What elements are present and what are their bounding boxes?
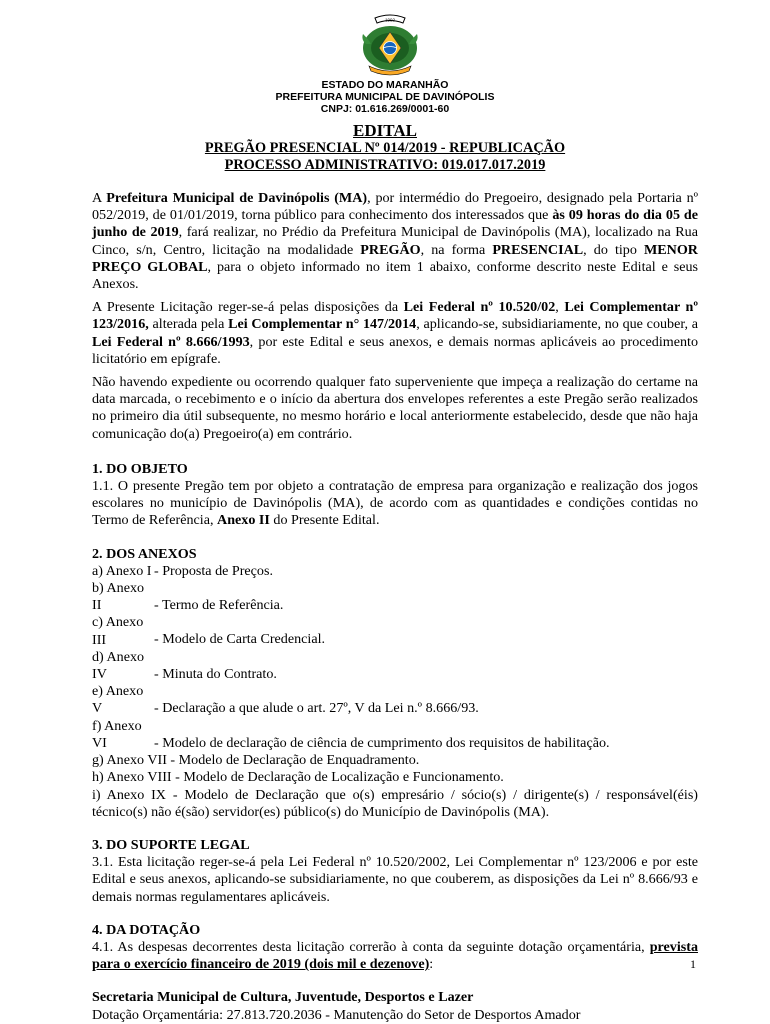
section-heading-suporte: 3. DO SUPORTE LEGAL <box>92 836 250 853</box>
bold-run: Lei Federal nº 8.666/1993 <box>92 333 250 350</box>
intro-paragraph-2 <box>92 299 698 368</box>
anexos-list <box>92 563 698 821</box>
section-heading-dotacao: 4. DA DOTAÇÃO <box>92 921 201 938</box>
anexo-item: i) Anexo IX - Modelo de Declaração que o(s) empresário / sócio(s) / dirigente(s) / responsável(éis) técnico(s) não é(são) servidor(es) público(s) do Município de Davinópolis (MA). <box>92 786 698 820</box>
anexo-code: a) Anexo I <box>92 562 152 579</box>
section-heading-anexos: 2. DOS ANEXOS <box>92 545 197 562</box>
edital-title: EDITAL <box>353 121 417 140</box>
intro-paragraph-1 <box>92 190 698 293</box>
bold-run: PREGÃO <box>360 241 421 258</box>
text-run: A <box>92 190 107 206</box>
anexo-code: c) Anexo III <box>92 614 144 648</box>
document-body <box>92 190 698 1024</box>
bold-run: Lei Federal nº 10.520/02 <box>403 299 556 316</box>
anexo-item <box>92 683 698 717</box>
anexo-desc: - Proposta de Preços. <box>154 562 273 579</box>
bold-run: Lei Complementar nº 123/2016, <box>92 299 698 333</box>
secretaria-heading: Secretaria Municipal de Cultura, Juventude, Desportos e Lazer <box>92 989 474 1006</box>
anexo-item <box>92 649 698 683</box>
anexo-item: g) Anexo VII - Modelo de Declaração de Enquadramento. <box>92 752 420 769</box>
bold-run: Prefeitura Municipal de Davinópolis (MA) <box>106 190 368 206</box>
anexo-desc: - Termo de Referência. <box>154 597 284 614</box>
header-prefeitura: PREFEITURA MUNICIPAL DE DAVINÓPOLIS <box>275 91 495 103</box>
text-run: , na forma <box>420 241 493 258</box>
page-number: 1 <box>690 957 696 971</box>
anexo-code: e) Anexo V <box>92 683 144 717</box>
processo-title: PROCESSO ADMINISTRATIVO: 019.017.017.2019 <box>224 157 546 173</box>
text-run: alterada pela <box>148 316 229 333</box>
dotacao-paragraph <box>92 939 698 973</box>
anexo-item <box>92 718 698 752</box>
intro-paragraph-3: Não havendo expediente ou ocorrendo qualquer fato superveniente que impeça a realização do certame na data marcada, o recebimento e o início da abertura dos envelopes referentes a este Pregão serão realizados no primeiro dia útil subsequente, no mesmo horário e local anteriormente estabelecido, desde que não haja comunicação do(a) Pregoeiro(a) em contrário. <box>92 374 698 442</box>
text-run: , fará realizar, no Prédio da Prefeitura Municipal de Davinópolis (MA), localizado na Rua Cinco, s/n, Centro, licitação na modalidade <box>92 224 698 258</box>
text-run: : <box>429 956 434 973</box>
pregao-title: PREGÃO PRESENCIAL Nº 014/2019 - REPUBLICAÇÃO <box>204 140 566 156</box>
anexo-code: b) Anexo II <box>92 580 145 614</box>
text-run: A Presente Licitação reger-se-á pelas disposições da <box>92 299 404 316</box>
text-run: 4.1. As despesas decorrentes desta licitação correrão à conta da seguinte dotação orçamentária, <box>92 938 650 955</box>
header-cnpj: CNPJ: 01.616.269/0001-60 <box>320 103 450 115</box>
text-run: , por intermédio do Pregoeiro, designado pela Portaria nº 052/2019, de 01/01/2019, torna público para conhecimento dos interessados que <box>92 190 698 224</box>
seal-year-text: 1992 <box>384 17 396 23</box>
anexo-item: h) Anexo VIII - Modelo de Declaração de Localização e Funcionamento. <box>92 769 504 786</box>
text-run: 1.1. O presente Pregão tem por objeto a contratação de empresa para organização e realização dos jogos escolares no município de Davinópolis (MA), de acordo com as quantidades e condições contidas no Termo de Referência, <box>92 478 698 529</box>
anexo-code: f) Anexo VI <box>92 717 142 751</box>
text-run: do Presente Edital. <box>269 512 380 529</box>
dotacao-line: Dotação Orçamentária: 27.813.720.2036 - Manutenção do Setor de Desportos Amador <box>92 1006 581 1023</box>
objeto-paragraph <box>92 478 698 530</box>
anexo-desc: - Minuta do Contrato. <box>154 666 277 683</box>
anexo-item <box>92 614 698 648</box>
bold-run: MENOR PREÇO GLOBAL <box>92 241 698 275</box>
anexo-desc: - Modelo de declaração de ciência de cumprimento dos requisitos de habilitação. <box>154 734 610 751</box>
anexo-code: d) Anexo IV <box>92 648 145 683</box>
municipal-seal-icon <box>355 10 425 78</box>
section-heading-objeto: 1. DO OBJETO <box>92 460 188 477</box>
anexo-item <box>92 580 698 614</box>
bold-run: PRESENCIAL <box>492 241 584 258</box>
underlined-bold-run: prevista para o exercício financeiro de 2019 (dois mil e dezenove) <box>92 938 698 973</box>
anexo-desc: - Modelo de Carta Credencial. <box>154 631 326 648</box>
anexo-desc: - Declaração a que alude o art. 27º, V da Lei n.º 8.666/93. <box>154 700 479 717</box>
bold-run: às 09 horas do dia 05 de junho de 2019 <box>92 207 699 241</box>
suporte-paragraph: 3.1. Esta licitação reger-se-á pela Lei Federal nº 10.520/2002, Lei Complementar nº 123/2006 e por este Edital e seus anexos, aplicando-se subsidiariamente, no que couberem, as disposições da Lei nº 8.666/93 e demais normas regulamentares aplicáveis. <box>92 854 698 905</box>
text-run: , para o objeto informado no item 1 abaixo, conforme descrito neste Edital e seus Anexos. <box>92 258 699 293</box>
text-run: , <box>555 299 565 316</box>
header-state: ESTADO DO MARANHÃO <box>321 79 449 91</box>
bold-run: Lei Complementar n° 147/2014 <box>228 316 417 333</box>
text-run: , por este Edital e seus anexos, e demais normas aplicáveis ao procedimento licitatório em epígrafe. <box>92 333 698 367</box>
anexo-item <box>92 563 698 580</box>
bold-run: Anexo II <box>217 512 270 529</box>
text-run: , do tipo <box>583 241 644 258</box>
text-run: , aplicando-se, subsidiariamente, no que couber, a <box>416 316 698 333</box>
